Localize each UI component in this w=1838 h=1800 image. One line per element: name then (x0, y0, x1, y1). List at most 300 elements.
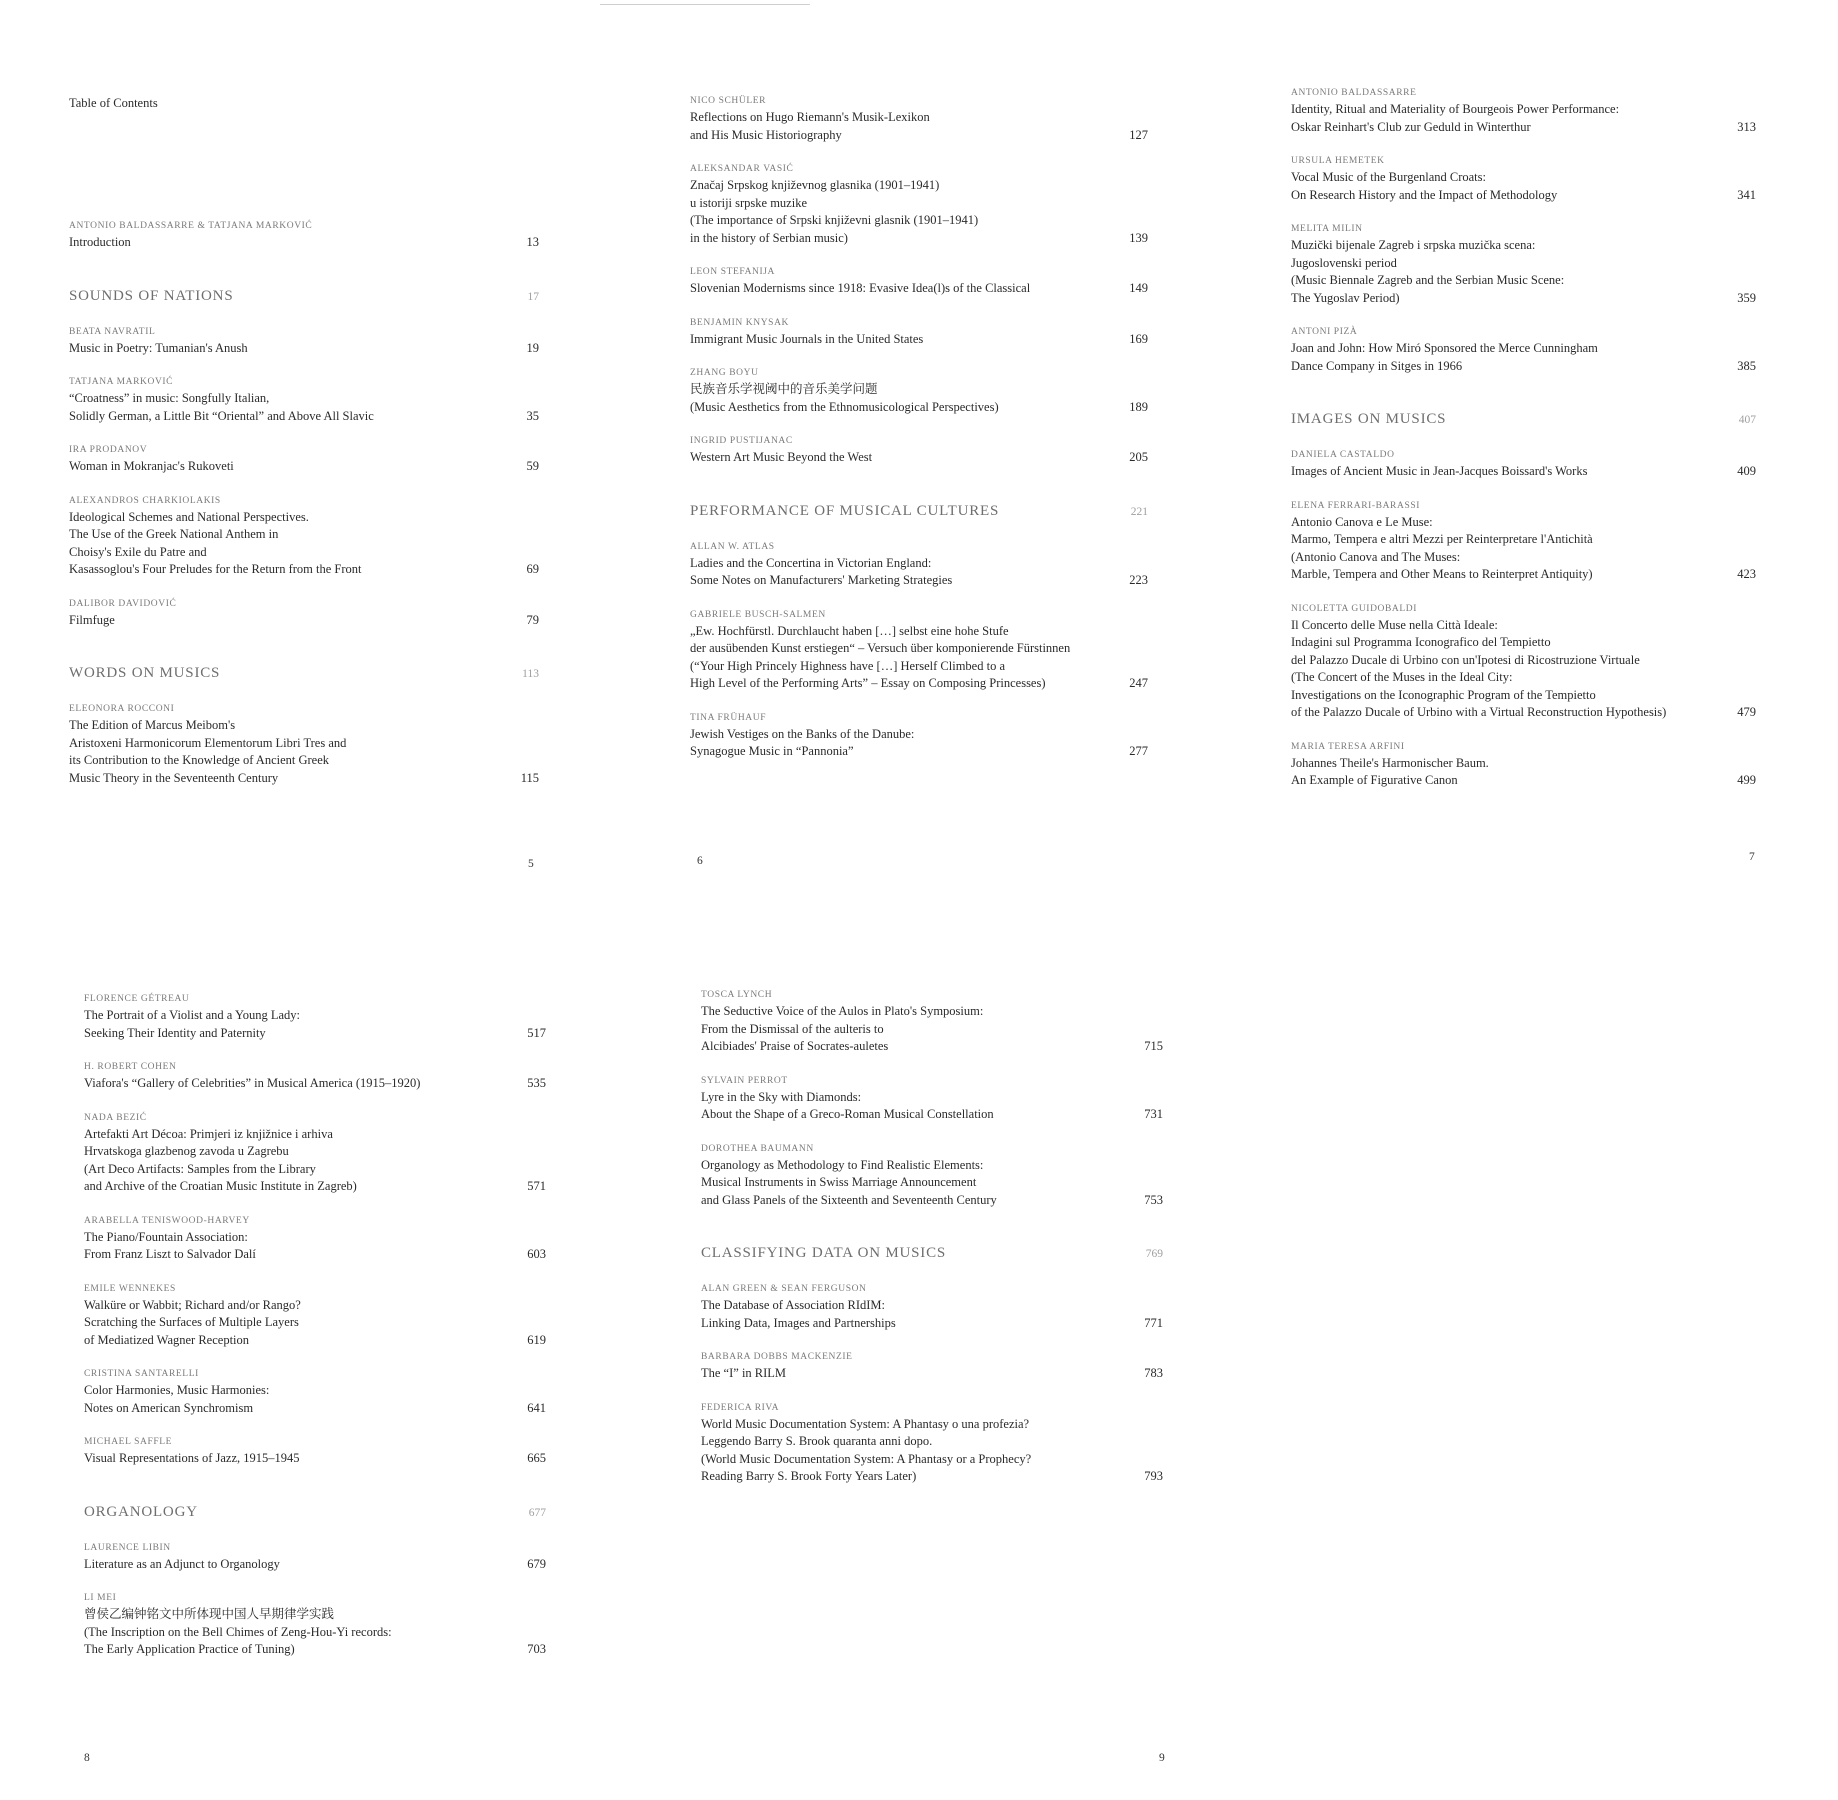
entry-title-line: Ideological Schemes and National Perspectives. (69, 509, 309, 524)
toc-entry (1291, 327, 1756, 375)
section-title: WORDS ON MUSICS (69, 665, 221, 681)
entry-title-line: Oskar Reinhart's Club zur Geduld in Winterthur (1291, 119, 1531, 134)
entry-page-number: 79 (526, 612, 539, 627)
entry-title-line: der ausübenden Kunst erstiegen“ – Versuch über komponierende Fürstinnen (690, 641, 1071, 655)
entry-title-row (84, 1297, 546, 1350)
entry-title (690, 623, 1108, 693)
toc-entry (84, 1284, 546, 1350)
sections-host (701, 1245, 1163, 1486)
entry-title-line: Walküre or Wabbit; Richard and/or Rango? (84, 1297, 301, 1312)
entry-page-number: 313 (1737, 119, 1756, 134)
entry-title-line: Music in Poetry: Tumanian's Anush (69, 340, 248, 355)
page-9-column (701, 990, 1163, 1506)
entry-title-line: Jugoslovenski period (1291, 255, 1397, 270)
entry-page-number: 619 (527, 1332, 546, 1347)
entry-author: DOROTHEA BAUMANN (701, 1143, 814, 1154)
toc-entry (701, 1352, 1163, 1383)
entry-title (1291, 755, 1716, 790)
entry-author: ARABELLA TENISWOOD-HARVEY (84, 1215, 250, 1226)
entry-title-row (84, 1450, 546, 1468)
entry-page-number: 189 (1129, 399, 1148, 414)
entry-page-number: 603 (527, 1247, 546, 1261)
entry-title-line: (Music Aesthetics from the Ethnomusicological Perspectives) (690, 399, 999, 414)
entry-title-line: Dance Company in Sitges in 1966 (1291, 358, 1463, 373)
entry-title (701, 1157, 1123, 1210)
entry-title-line: Indagini sul Programma Iconografico del Tempietto (1291, 635, 1551, 649)
entry-author: BEATA NAVRATIL (69, 326, 156, 337)
entry-author: ALEXANDROS CHARKIOLAKIS (69, 495, 221, 506)
page-number-5: 5 (528, 858, 534, 870)
entry-title-row (1291, 514, 1756, 584)
entry-title-line: “Croatness” in music: Songfully Italian, (69, 391, 270, 405)
toc-entry (690, 713, 1148, 761)
entry-title-row (1291, 101, 1756, 136)
toc-entry (84, 1062, 546, 1093)
entry-title-row (690, 381, 1148, 416)
entry-author: MARIA TERESA ARFINI (1291, 741, 1405, 752)
entry-author: ELENA FERRARI-BARASSI (1291, 500, 1420, 511)
section-page-number: 407 (1738, 414, 1756, 426)
entry-title-line: Vocal Music of the Burgenland Croats: (1291, 170, 1486, 184)
entry-title-row (69, 340, 539, 358)
entry-title (84, 1382, 506, 1417)
entry-title (690, 280, 1108, 298)
entry-title-row (69, 234, 539, 252)
entry-title (84, 1556, 506, 1574)
entry-title-line: Literature as an Adjunct to Organology (84, 1556, 280, 1571)
entry-title (69, 390, 499, 425)
entry-title-row (69, 509, 539, 579)
section-heading (1291, 411, 1756, 428)
entry-title (69, 340, 499, 358)
entry-page-number: 149 (1129, 281, 1148, 295)
entry-title-line: The Piano/Fountain Association: (84, 1229, 248, 1244)
section-title: IMAGES ON MUSICS (1291, 411, 1447, 427)
intro-entry-host (69, 221, 539, 252)
entry-title-line: Color Harmonies, Music Harmonies: (84, 1383, 270, 1397)
toc-entry (69, 327, 539, 358)
entry-author: MICHAEL SAFFLE (84, 1437, 173, 1447)
entry-page-number: 359 (1737, 290, 1756, 305)
entry-title-line: An Example of Figurative Canon (1291, 773, 1458, 787)
entry-title-row (690, 280, 1148, 298)
entry-title-line: Viafora's “Gallery of Celebrities” in Musical America (1915–1920) (84, 1076, 421, 1090)
entry-title-line: (The importance of Srpski književni glasnik (1901–1941) (690, 213, 979, 227)
entry-page-number: 703 (527, 1642, 546, 1656)
entry-page-number: 783 (1144, 1366, 1163, 1380)
entry-title-line: Identity, Ritual and Materiality of Bourgeois Power Performance: (1291, 102, 1620, 116)
entry-title-line: Organology as Methodology to Find Realistic Elements: (701, 1157, 984, 1172)
toc-entry (690, 318, 1148, 349)
entry-author: EMILE WENNEKES (84, 1283, 176, 1294)
entry-title (690, 381, 1108, 416)
entry-title-line: its Contribution to the Knowledge of Ancient Greek (69, 753, 330, 767)
toc-section (69, 288, 539, 630)
sections-host (1291, 411, 1756, 790)
toc-section (69, 665, 539, 787)
entry-title-line: Il Concerto delle Muse nella Città Ideale: (1291, 617, 1498, 632)
entry-title (84, 1450, 506, 1468)
section-page-number: 769 (1145, 1248, 1163, 1260)
entry-title-line: (Antonio Canova and The Muses: (1291, 549, 1461, 564)
entries-host (84, 994, 546, 1468)
toc-entry (1291, 604, 1756, 722)
entry-title-line: Aristoxeni Harmonicorum Elementorum Libri Tres and (69, 735, 347, 750)
entry-title-line: Scratching the Surfaces of Multiple Layers (84, 1315, 299, 1329)
entry-author: TINA FRÜHAUF (690, 712, 767, 723)
entry-title (701, 1297, 1123, 1332)
entry-title-line: High Level of the Performing Arts” – Essay on Composing Princesses) (690, 676, 1046, 690)
entry-author: URSULA HEMETEK (1291, 156, 1385, 166)
entry-author: ANTONI PIZÀ (1291, 327, 1358, 337)
entry-title-row (701, 1416, 1163, 1486)
toc-entry (701, 1284, 1163, 1332)
entry-title-line: Introduction (69, 235, 131, 249)
entry-title-line: and His Music Historiography (690, 127, 842, 142)
entry-title-line: (“Your High Princely Highness have […] Herself Climbed to a (690, 658, 1005, 673)
toc-entry (1291, 501, 1756, 584)
toc-entry (84, 1437, 546, 1468)
entry-title-line: The Edition of Marcus Meibom's (69, 718, 236, 732)
entry-title-line: Jewish Vestiges on the Banks of the Danube: (690, 726, 915, 741)
entry-title-line: (Music Biennale Zagreb and the Serbian Music Scene: (1291, 273, 1565, 287)
section-title: SOUNDS OF NATIONS (69, 287, 234, 304)
toc-entry (690, 96, 1148, 144)
section-heading (69, 665, 539, 682)
entry-title-line: Marble, Tempera and Other Means to Reinterpret Antiquity) (1291, 567, 1593, 581)
toc-entry (69, 445, 539, 476)
entry-title-line: Antonio Canova e Le Muse: (1291, 514, 1433, 529)
entry-title-line: and Glass Panels of the Sixteenth and Seventeenth Century (701, 1192, 997, 1207)
entry-page-number: 499 (1737, 773, 1756, 787)
entry-title-row (701, 1365, 1163, 1383)
entries-host (690, 96, 1148, 467)
entry-title-line: The “I” in RILM (701, 1366, 787, 1380)
entry-page-number: 715 (1144, 1039, 1163, 1053)
entry-title-row (84, 1007, 546, 1042)
entry-title-line: 曾侯乙编钟铭文中所体现中国人早期律学实践 (84, 1607, 335, 1621)
entry-title-line: Kasassoglou's Four Preludes for the Return from the Front (69, 562, 362, 576)
entry-title-row (701, 1089, 1163, 1124)
toc-entry (690, 267, 1148, 298)
entry-page-number: 139 (1129, 230, 1148, 245)
entry-title-line: The Portrait of a Violist and a Young Lady: (84, 1008, 301, 1022)
toc-entry (701, 1076, 1163, 1124)
entry-title (690, 177, 1108, 247)
entry-title-line: Visual Representations of Jazz, 1915–1945 (84, 1451, 300, 1465)
entry-page-number: 341 (1737, 187, 1756, 202)
entry-title-row (84, 1229, 546, 1264)
entry-title-line: The Database of Association RIdIM: (701, 1298, 885, 1312)
entry-title-row (690, 109, 1148, 144)
entry-page-number: 59 (526, 459, 539, 473)
entry-title-line: Reflections on Hugo Riemann's Musik-Lexikon (690, 110, 930, 124)
entry-page-number: 535 (527, 1076, 546, 1090)
entry-page-number: 753 (1144, 1192, 1163, 1207)
entry-title (1291, 237, 1716, 307)
toc-entry (84, 1543, 546, 1574)
entry-title-row (690, 623, 1148, 693)
entry-author: ALLAN W. ATLAS (690, 541, 775, 552)
entry-title-line: Marmo, Tempera e altri Mezzi per Reinterpretare l'Antichità (1291, 532, 1593, 546)
entry-author: NICOLETTA GUIDOBALDI (1291, 603, 1418, 614)
entry-title-row (690, 449, 1148, 467)
entry-title-row (690, 177, 1148, 247)
entry-title-line: „Ew. Hochfürstl. Durchlaucht haben […] selbst eine hohe Stufe (690, 623, 1009, 638)
toc-entry (69, 599, 539, 630)
entry-page-number: 571 (527, 1179, 546, 1193)
toc-entry (84, 1593, 546, 1659)
entry-title (701, 1365, 1123, 1383)
entry-title (1291, 617, 1716, 722)
entry-author: TOSCA LYNCH (701, 990, 773, 1000)
scan-edge-mark (600, 4, 810, 5)
entry-title-line: (Art Deco Artifacts: Samples from the Library (84, 1161, 316, 1176)
entry-title-line: Značaj Srpskog književnog glasnika (1901–1941) (690, 178, 940, 192)
entry-title-line: of Mediatized Wagner Reception (84, 1332, 250, 1347)
page-7-column (1291, 88, 1756, 810)
entry-title-row (690, 331, 1148, 349)
entry-title-line: Some Notes on Manufacturers' Marketing Strategies (690, 573, 953, 587)
entry-title (1291, 101, 1716, 136)
entry-title-row (701, 1297, 1163, 1332)
entry-page-number: 793 (1144, 1469, 1163, 1483)
toc-entry (1291, 450, 1756, 481)
entry-title-row (84, 1556, 546, 1574)
entry-page-number: 385 (1737, 358, 1756, 373)
entry-title (84, 1007, 506, 1042)
entry-title-row (84, 1606, 546, 1659)
entry-title-line: Artefakti Art Décoa: Primjeri iz knjižnice i arhiva (84, 1126, 333, 1141)
entry-title-line: Choisy's Exile du Patre and (69, 544, 207, 559)
entry-author: TATJANA MARKOVIĆ (69, 377, 174, 387)
entry-author: BENJAMIN KNYSAK (690, 317, 789, 328)
entry-author: INGRID PUSTIJANAC (690, 436, 793, 446)
entry-title-line: Synagogue Music in “Pannonia” (690, 744, 854, 758)
entry-author: ANTONIO BALDASSARRE (1291, 88, 1417, 98)
sections-host (690, 503, 1148, 761)
entry-title-line: del Palazzo Ducale di Urbino con un'Ipotesi di Ricostruzione Virtuale (1291, 652, 1640, 667)
entry-title-row (690, 726, 1148, 761)
entry-title-line: 民族音乐学视阈中的音乐美学问题 (690, 382, 878, 396)
entry-title-row (1291, 169, 1756, 204)
entry-title-line: Music Theory in the Seventeenth Century (69, 770, 279, 785)
entry-title-line: Investigations on the Iconographic Program of the Tempietto (1291, 687, 1596, 702)
entry-title-line: u istoriji srpske muzike (690, 195, 807, 210)
entry-page-number: 35 (526, 408, 539, 423)
entry-author: ANTONIO BALDASSARRE & TATJANA MARKOVIĆ (69, 221, 313, 231)
toc-entry (690, 436, 1148, 467)
entry-title-row (69, 458, 539, 476)
entry-title-row (84, 1126, 546, 1196)
section-heading (701, 1245, 1163, 1262)
entry-title (84, 1075, 506, 1093)
entry-title-line: Western Art Music Beyond the West (690, 450, 873, 464)
entry-author: SYLVAIN PERROT (701, 1075, 788, 1086)
page-header: Table of Contents (69, 96, 158, 110)
entry-page-number: 641 (527, 1400, 546, 1415)
entry-title-row (84, 1382, 546, 1417)
entries-host (701, 990, 1163, 1209)
entry-title-line: Immigrant Music Journals in the United States (690, 331, 924, 346)
page-number-9: 9 (1159, 1752, 1165, 1764)
toc-entry (1291, 742, 1756, 790)
section-page-number: 221 (1130, 505, 1148, 518)
toc-section (690, 503, 1148, 761)
toc-entry (69, 377, 539, 425)
entry-title-line: Notes on American Synchromism (84, 1400, 254, 1415)
entry-author: NADA BEZIĆ (84, 1112, 147, 1123)
entry-title-row (1291, 463, 1756, 481)
entry-author: H. ROBERT COHEN (84, 1062, 177, 1072)
section-page-number: 17 (527, 290, 539, 303)
entry-title-line: Leggendo Barry S. Brook quaranta anni dopo. (701, 1434, 933, 1448)
entry-author: FEDERICA RIVA (701, 1402, 780, 1413)
entry-title-row (84, 1075, 546, 1093)
entry-author: DALIBOR DAVIDOVIĆ (69, 598, 177, 609)
entry-title-row (701, 1157, 1163, 1210)
entry-page-number: 665 (527, 1451, 546, 1465)
entry-author: IRA PRODANOV (69, 445, 148, 455)
entry-title-line: From the Dismissal of the aulteris to (701, 1021, 884, 1036)
entry-title-row (1291, 755, 1756, 790)
entry-title (690, 555, 1108, 590)
section-page-number: 677 (528, 1506, 546, 1519)
entry-title (69, 234, 499, 252)
entry-title-line: Images of Ancient Music in Jean-Jacques Boissard's Works (1291, 464, 1588, 478)
entry-title (1291, 169, 1716, 204)
entry-author: LI MEI (84, 1593, 117, 1603)
entry-title (701, 1089, 1123, 1124)
entry-title-row (69, 612, 539, 630)
entry-title-line: (World Music Documentation System: A Phantasy or a Prophecy? (701, 1451, 1032, 1466)
toc-section (701, 1245, 1163, 1486)
entry-title-line: The Yugoslav Period) (1291, 290, 1400, 305)
entry-author: LAURENCE LIBIN (84, 1542, 171, 1553)
sections-host (84, 1504, 546, 1659)
entry-title-line: Linking Data, Images and Partnerships (701, 1315, 896, 1330)
entry-title-line: The Use of the Greek National Anthem in (69, 527, 279, 541)
toc-entry (84, 1113, 546, 1196)
toc-entry (701, 1403, 1163, 1486)
toc-section (84, 1504, 546, 1659)
entry-title-line: (The Inscription on the Bell Chimes of Zeng-Hou-Yi records: (84, 1624, 392, 1639)
section-title: ORGANOLOGY (84, 1503, 198, 1520)
toc-entry (84, 1369, 546, 1417)
toc-entry (690, 164, 1148, 247)
entry-title-row (69, 717, 539, 787)
section-title: PERFORMANCE OF MUSICAL CULTURES (690, 502, 1000, 519)
entry-author: LEON STEFANIJA (690, 267, 776, 277)
entry-title (1291, 463, 1716, 481)
toc-entry (1291, 88, 1756, 136)
entry-author: FLORENCE GÉTREAU (84, 994, 190, 1004)
entry-title-line: Woman in Mokranjac's Rukoveti (69, 459, 234, 473)
entry-title-line: The Early Application Practice of Tuning) (84, 1642, 295, 1656)
entry-title (84, 1606, 506, 1659)
entry-title-row (701, 1003, 1163, 1056)
entry-title (69, 612, 499, 630)
toc-entry (1291, 156, 1756, 204)
entry-title (84, 1126, 506, 1196)
entry-author: BARBARA DOBBS MACKENZIE (701, 1352, 853, 1362)
toc-entry (701, 990, 1163, 1056)
entry-title-row (1291, 340, 1756, 375)
toc-entry (84, 994, 546, 1042)
entry-author: GABRIELE BUSCH-SALMEN (690, 609, 826, 620)
entry-title (69, 717, 499, 787)
entry-title (690, 109, 1108, 144)
entry-author: CRISTINA SANTARELLI (84, 1369, 199, 1379)
entries-host (1291, 88, 1756, 375)
entry-title-line: On Research History and the Impact of Methodology (1291, 187, 1558, 202)
entry-title-row (1291, 617, 1756, 722)
entry-title (69, 509, 499, 579)
entry-author: ZHANG BOYU (690, 368, 759, 378)
entry-title-line: Alcibiades' Praise of Socrates-auletes (701, 1039, 889, 1053)
entry-page-number: 115 (520, 770, 539, 785)
entry-page-number: 127 (1129, 127, 1148, 142)
entry-title-line: Hrvatskoga glazbenog zavoda u Zagrebu (84, 1144, 289, 1158)
toc-entry (690, 368, 1148, 416)
section-page-number: 113 (522, 668, 539, 680)
entry-page-number: 277 (1129, 744, 1148, 758)
toc-entry (701, 1144, 1163, 1210)
entry-author: ALEKSANDAR VASIĆ (690, 164, 794, 174)
entry-author: NICO SCHÜLER (690, 96, 767, 106)
page-number-7: 7 (1749, 851, 1755, 863)
entry-page-number: 679 (527, 1556, 546, 1571)
entry-page-number: 13 (526, 235, 539, 249)
page-6-column (690, 96, 1148, 781)
entry-author: ALAN GREEN & SEAN FERGUSON (701, 1284, 867, 1294)
entry-title-line: Seeking Their Identity and Paternity (84, 1025, 266, 1040)
entry-page-number: 223 (1129, 573, 1148, 587)
toc-entry (69, 496, 539, 579)
entry-title (1291, 514, 1716, 584)
entry-title-line: of the Palazzo Ducale of Urbino with a Virtual Reconstruction Hypothesis) (1291, 705, 1667, 719)
entry-title (690, 331, 1108, 349)
entry-page-number: 169 (1129, 331, 1148, 346)
toc-entry (690, 610, 1148, 693)
entry-title-line: The Seductive Voice of the Aulos in Plato's Symposium: (701, 1004, 984, 1018)
entry-title (84, 1297, 506, 1350)
entry-title-row (1291, 237, 1756, 307)
entry-author: ELEONORA ROCCONI (69, 704, 175, 714)
entry-page-number: 771 (1144, 1315, 1163, 1330)
entry-page-number: 731 (1144, 1107, 1163, 1121)
toc-entry (69, 221, 539, 252)
entry-page-number: 69 (526, 562, 539, 576)
section-title: CLASSIFYING DATA ON MUSICS (701, 1245, 947, 1261)
section-heading (84, 1504, 546, 1521)
entry-title-line: From Franz Liszt to Salvador Dalí (84, 1247, 256, 1261)
entry-title-row (69, 390, 539, 425)
entry-page-number: 517 (527, 1025, 546, 1040)
entry-page-number: 479 (1737, 705, 1756, 719)
entry-page-number: 409 (1737, 464, 1756, 478)
entry-page-number: 19 (526, 340, 539, 355)
entry-title-line: Johannes Theile's Harmonischer Baum. (1291, 755, 1489, 770)
entry-title-line: Musical Instruments in Swiss Marriage Announcement (701, 1175, 977, 1189)
entry-title-line: Lyre in the Sky with Diamonds: (701, 1089, 862, 1104)
toc-entry (69, 704, 539, 787)
entry-title-row (690, 555, 1148, 590)
page-number-6: 6 (697, 855, 703, 867)
toc-entry (1291, 224, 1756, 307)
entry-title-line: Slovenian Modernisms since 1918: Evasive Idea(l)s of the Classical (690, 281, 1031, 295)
entry-title-line: Ladies and the Concertina in Victorian England: (690, 555, 932, 570)
